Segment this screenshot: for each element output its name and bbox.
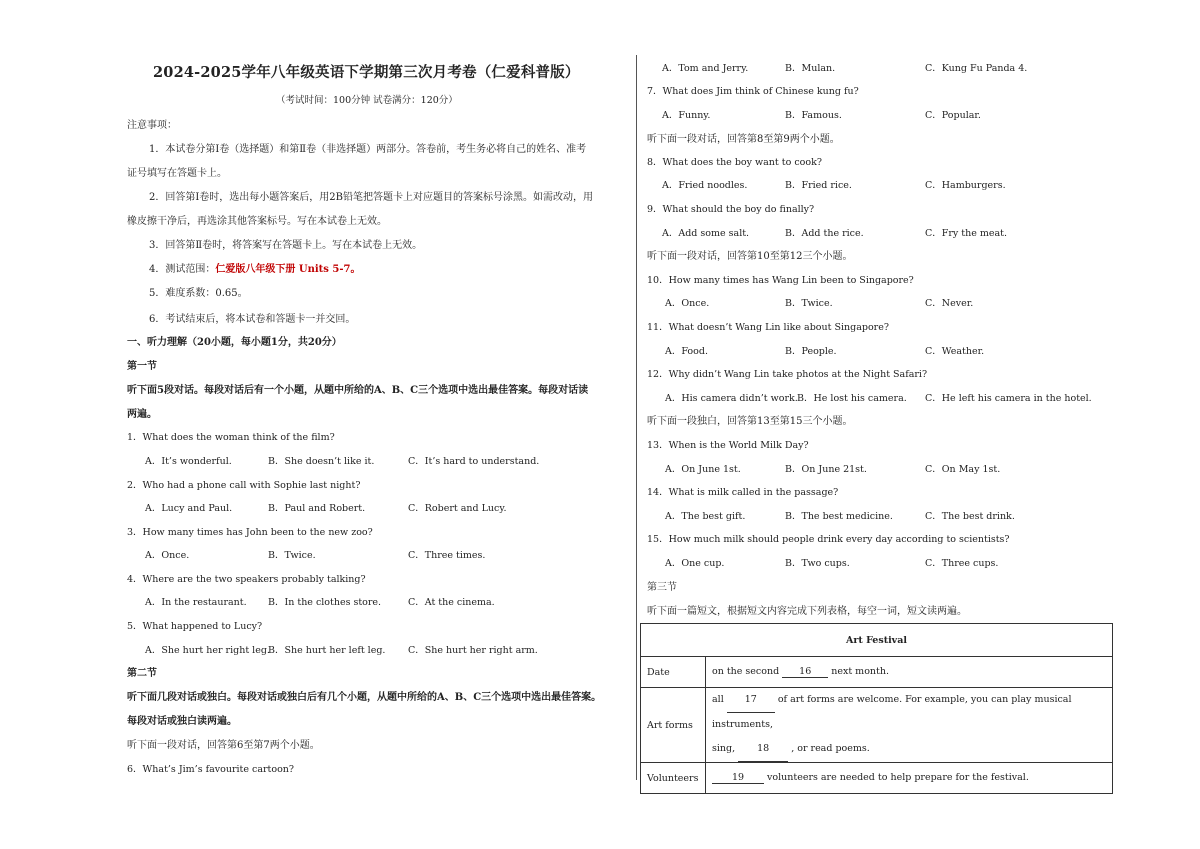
question-8: 8．What does the boy want to cook? [647,157,822,168]
note-2a: 2．回答第Ⅰ卷时，选出每小题答案后，用2B铅笔把答题卡上对应题目的答案标号涂黑。如需改动，用 [149,192,594,203]
table-row [641,657,1113,688]
option-10b: B．Twice. [785,298,833,309]
option-9c: C．Fry the meat. [925,228,1007,239]
note-5: 5．难度系数：0.65。 [149,288,248,299]
question-15: 15．How much milk should people drink every day according to scientists? [647,534,1010,545]
art-forms-line-1 [712,688,1106,737]
question-1: 1．What does the woman think of the film? [127,432,335,443]
option-15a: A．One cup. [665,558,725,569]
note-2b: 橡皮擦干净后，再选涂其他答案标号。写在本试卷上无效。 [127,216,387,227]
option-7a: A．Funny. [662,110,711,121]
part-1-heading: 第一节 [127,361,157,372]
art-forms-text-3: sing, [712,743,736,754]
art-festival-table [640,623,1113,794]
intro-10-12: 听下面一段对话，回答第10至第12三个小题。 [647,251,853,262]
option-13c: C．On May 1st. [925,464,1001,475]
option-13b: B．On June 21st. [785,464,867,475]
option-4a: A．In the restaurant. [145,597,247,608]
section-heading: 一、听力理解（20小题，每小题1分，共20分） [127,337,342,348]
column-divider [636,55,637,780]
option-13a: A．On June 1st. [665,464,741,475]
question-3: 3．How many times has John been to the new zoo? [127,527,373,538]
option-5a: A．She hurt her right leg. [145,645,270,656]
question-13: 13．When is the World Milk Day? [647,440,809,451]
option-4b: B．In the clothes store. [268,597,382,608]
option-6b: B．Mulan. [785,63,836,74]
blank-17: 17 [727,688,775,713]
option-14c: C．The best drink. [925,511,1015,522]
option-9a: A．Add some salt. [662,228,750,239]
option-12c: C．He left his camera in the hotel. [925,393,1092,404]
option-1c: C．It’s hard to understand. [408,456,540,467]
note-4-label: 4．测试范围： [149,264,216,275]
question-4: 4．Where are the two speakers probably talking? [127,574,366,585]
part-1-instruction-b: 两遍。 [127,409,157,420]
option-11c: C．Weather. [925,346,985,357]
art-forms-text-4: , or read poems. [791,743,870,754]
exam-subtitle: （考试时间：100分钟 试卷满分：120分） [276,95,458,106]
option-11a: A．Food. [665,346,708,357]
option-5c: C．She hurt her right arm. [408,645,538,656]
question-11: 11．What doesn’t Wang Lin like about Singapore? [647,322,889,333]
blank-18: 18 [738,737,788,762]
art-forms-text-2: of art forms are welcome. For example, you can play musical instruments, [712,694,1072,730]
question-5: 5．What happened to Lucy? [127,621,263,632]
blank-16: 16 [782,666,828,678]
table-value-volunteers [706,763,1113,794]
table-key-date: Date [641,657,706,688]
option-3c: C．Three times. [408,550,486,561]
date-text-before: on the second [712,666,780,677]
note-3: 3．回答第Ⅱ卷时，将答案写在答题卡上。写在本试卷上无效。 [149,240,423,251]
art-forms-line-2 [712,737,1106,762]
part-1-instruction-a: 听下面5段对话。每段对话后有一个小题，从题中所给的A、B、C三个选项中选出最佳答案。每段对话读 [127,385,589,396]
table-row [641,688,1113,763]
option-11b: B．People. [785,346,837,357]
option-12b: B．He lost his camera. [797,393,907,404]
question-12: 12．Why didn’t Wang Lin take photos at the Night Safari? [647,369,928,380]
table-title: Art Festival [641,624,1113,657]
option-4c: C．At the cinema. [408,597,495,608]
art-forms-text-1: all [712,694,724,705]
table-key-volunteers: Volunteers [641,763,706,794]
note-1a: 1．本试卷分第Ⅰ卷（选择题）和第Ⅱ卷（非选择题）两部分。答卷前，考生务必将自己的姓名、准考 [149,144,587,155]
notes-heading: 注意事项： [127,120,177,131]
option-5b: B．She hurt her left leg. [268,645,386,656]
option-2a: A．Lucy and Paul. [145,503,233,514]
option-6c: C．Kung Fu Panda 4. [925,63,1028,74]
part-2-instruction-b: 每段对话或独白读两遍。 [127,716,237,727]
table-value-date [706,657,1113,688]
part-3-instruction: 听下面一篇短文，根据短文内容完成下列表格，每空一词，短文读两遍。 [647,606,967,617]
option-8c: C．Hamburgers. [925,180,1006,191]
option-15b: B．Two cups. [785,558,850,569]
option-15c: C．Three cups. [925,558,999,569]
volunteers-text: volunteers are needed to help prepare for the festival. [767,772,1029,783]
option-2b: B．Paul and Robert. [268,503,366,514]
note-4 [149,264,360,276]
part-3-heading: 第三节 [647,582,677,593]
option-8b: B．Fried rice. [785,180,852,191]
option-9b: B．Add the rice. [785,228,864,239]
intro-13-15: 听下面一段独白，回答第13至第15三个小题。 [647,416,853,427]
question-2: 2．Who had a phone call with Sophie last night? [127,480,361,491]
intro-8-9: 听下面一段对话，回答第8至第9两个小题。 [647,134,840,145]
question-10: 10．How many times has Wang Lin been to Singapore? [647,275,914,286]
option-7c: C．Popular. [925,110,981,121]
table-key-art-forms: Art forms [641,688,706,763]
part-2-heading: 第二节 [127,668,157,679]
table-title-row [641,624,1113,657]
intro-6-7: 听下面一段对话，回答第6至第7两个小题。 [127,740,320,751]
table-value-art-forms [706,688,1113,763]
table-row [641,763,1113,794]
note-6: 6．考试结束后，将本试卷和答题卡一并交回。 [149,314,356,325]
test-range: 仁爱版八年级下册 Units 5-7。 [215,264,361,275]
option-7b: B．Famous. [785,110,842,121]
option-10c: C．Never. [925,298,974,309]
option-12a: A．His camera didn’t work. [665,393,798,404]
option-6a: A．Tom and Jerry. [662,63,749,74]
option-2c: C．Robert and Lucy. [408,503,507,514]
option-1a: A．It’s wonderful. [145,456,232,467]
date-text-after: next month. [831,666,889,677]
question-7: 7．What does Jim think of Chinese kung fu? [647,86,859,97]
option-8a: A．Fried noodles. [662,180,748,191]
option-10a: A．Once. [665,298,710,309]
note-1b: 证号填写在答题卡上。 [127,168,227,179]
question-9: 9．What should the boy do finally? [647,204,815,215]
option-14a: A．The best gift. [665,511,746,522]
option-3b: B．Twice. [268,550,316,561]
blank-19: 19 [712,772,764,784]
question-14: 14．What is milk called in the passage? [647,487,839,498]
option-1b: B．She doesn’t like it. [268,456,375,467]
page-title: 2024-2025学年八年级英语下学期第三次月考卷（仁爱科普版） [153,64,580,81]
part-2-instruction-a: 听下面几段对话或独白。每段对话或独白后有几个小题，从题中所给的A、B、C三个选项中选出最佳答案。 [127,692,602,703]
option-3a: A．Once. [145,550,190,561]
option-14b: B．The best medicine. [785,511,893,522]
question-6: 6．What’s Jim’s favourite cartoon? [127,764,295,775]
